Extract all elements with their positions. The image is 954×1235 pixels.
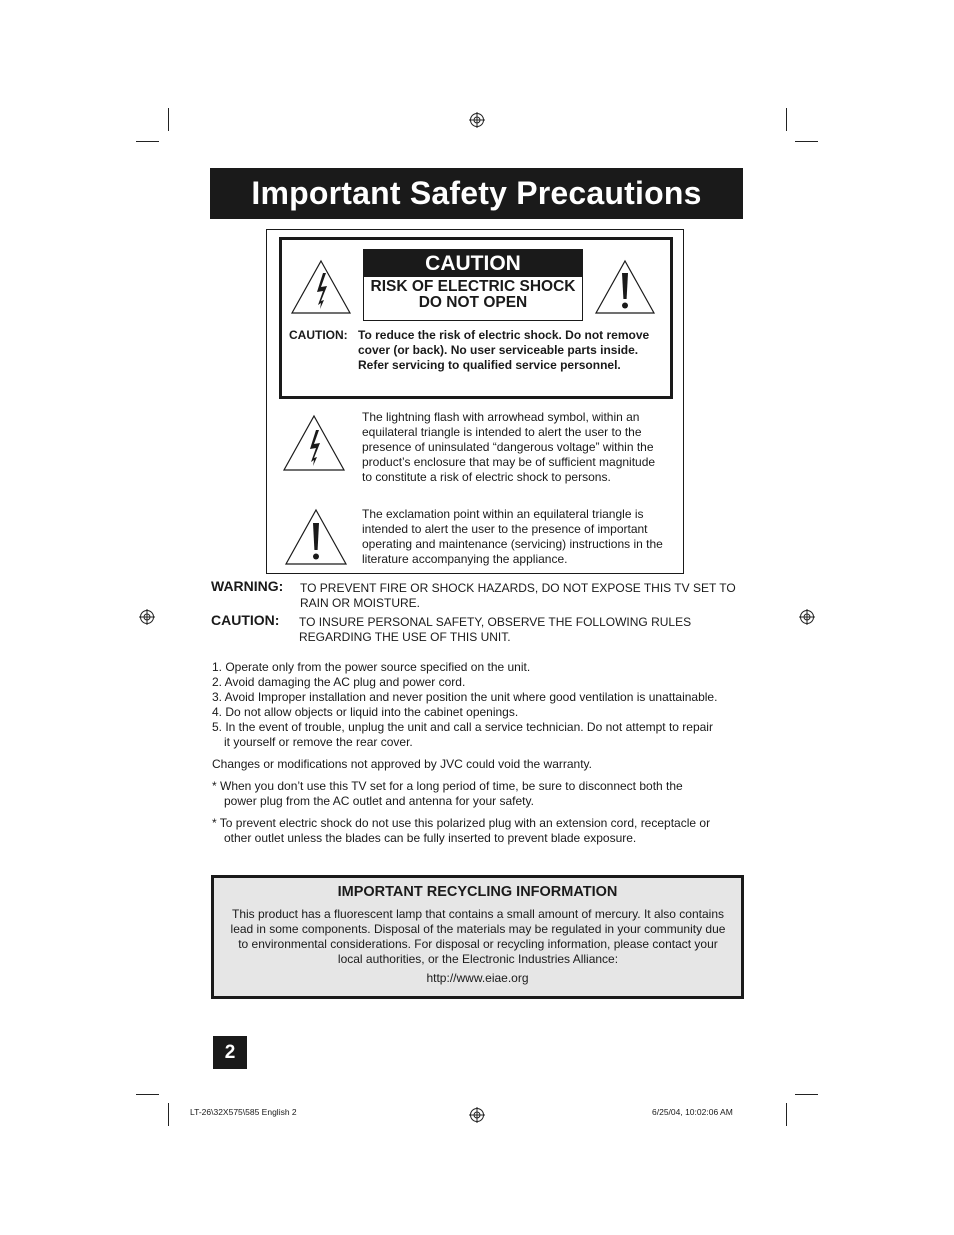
page-title: Important Safety Precautions: [210, 168, 743, 219]
registration-mark-icon: [799, 609, 815, 625]
crop-mark: [795, 1094, 818, 1095]
crop-mark: [168, 1103, 169, 1126]
caution-text: TO INSURE PERSONAL SAFETY, OBSERVE THE FOLLOWING RULES REGARDING THE USE OF THIS UNIT.: [299, 615, 692, 644]
lightning-symbol-description: The lightning flash with arrowhead symbol, within an equilateral triangle is intended to alert the user to the presence of uninsulated “dangerous voltage” within the product’s enclosure that may be of sufficient magnitude to constitute a risk of electric shock to persons.: [362, 410, 656, 484]
caution-note-label: CAUTION:: [289, 328, 348, 342]
warranty-note: Changes or modifications not approved by JVC could void the warranty.: [212, 757, 592, 771]
caution-heading: CAUTION: [364, 250, 582, 277]
crop-mark: [795, 141, 818, 142]
recycling-title: IMPORTANT RECYCLING INFORMATION: [337, 884, 618, 900]
risk-text: RISK OF ELECTRIC SHOCK: [370, 278, 576, 295]
note-item: * To prevent electric shock do not use this polarized plug with an extension cord, receptacle or: [212, 816, 711, 830]
exclamation-warning-icon: [594, 259, 656, 315]
rule-item: 4. Do not allow objects or liquid into the cabinet openings.: [212, 705, 519, 719]
crop-mark: [168, 108, 169, 131]
registration-mark-icon: [469, 112, 485, 128]
rule-item: 2. Avoid damaging the AC plug and power cord.: [212, 675, 466, 689]
exclamation-symbol-icon: [284, 508, 348, 566]
crop-mark: [786, 1103, 787, 1126]
recycling-url-link[interactable]: http://www.eiae.org: [426, 971, 529, 985]
exclamation-symbol-description: The exclamation point within an equilateral triangle is intended to alert the user to the presence of important operating and maintenance (servicing) instructions in the literature accompanying the appliance.: [362, 507, 663, 566]
warning-text: TO PREVENT FIRE OR SHOCK HAZARDS, DO NOT EXPOSE THIS TV SET TO RAIN OR MOISTURE.: [300, 581, 736, 610]
footer-file-name: LT-26\32X575\585 English 2: [190, 1107, 297, 1117]
do-not-open-text: DO NOT OPEN: [418, 294, 528, 311]
rule-item: 5. In the event of trouble, unplug the unit and call a service technician. Do not attempt to repair: [212, 720, 713, 734]
recycling-body: This product has a fluorescent lamp that contains a small amount of mercury. It also contains lead in some components. Disposal of the materials may be regulated in your community due to environmental considerations. For disposal or recycling information, please contact your local authorities, or the Electronic Industries Alliance:: [230, 907, 726, 966]
caution-note-text: To reduce the risk of electric shock. Do not remove cover (or back). No user serviceable parts inside. Refer servicing to qualified service personnel.: [358, 328, 650, 372]
rule-item: 3. Avoid Improper installation and never position the unit where good ventilation is unattainable.: [212, 690, 718, 704]
registration-mark-icon: [469, 1107, 485, 1123]
crop-mark: [136, 141, 159, 142]
warning-label: WARNING:: [211, 578, 284, 594]
note-item: * When you don’t use this TV set for a long period of time, be sure to disconnect both the: [212, 779, 683, 793]
lightning-symbol-icon: [282, 414, 346, 472]
rule-item: 1. Operate only from the power source specified on the unit.: [212, 660, 531, 674]
page-number: 2: [213, 1036, 247, 1069]
footer-timestamp: 6/25/04, 10:02:06 AM: [652, 1107, 733, 1117]
registration-mark-icon: [139, 609, 155, 625]
note-item-continued: power plug from the AC outlet and antenna for your safety.: [224, 794, 534, 808]
rule-item-continued: it yourself or remove the rear cover.: [224, 735, 413, 749]
caution-label: CAUTION:: [211, 612, 280, 628]
crop-mark: [786, 108, 787, 131]
note-item-continued: other outlet unless the blades can be fully inserted to prevent blade exposure.: [224, 831, 637, 845]
lightning-warning-icon: [290, 259, 352, 315]
crop-mark: [136, 1094, 159, 1095]
